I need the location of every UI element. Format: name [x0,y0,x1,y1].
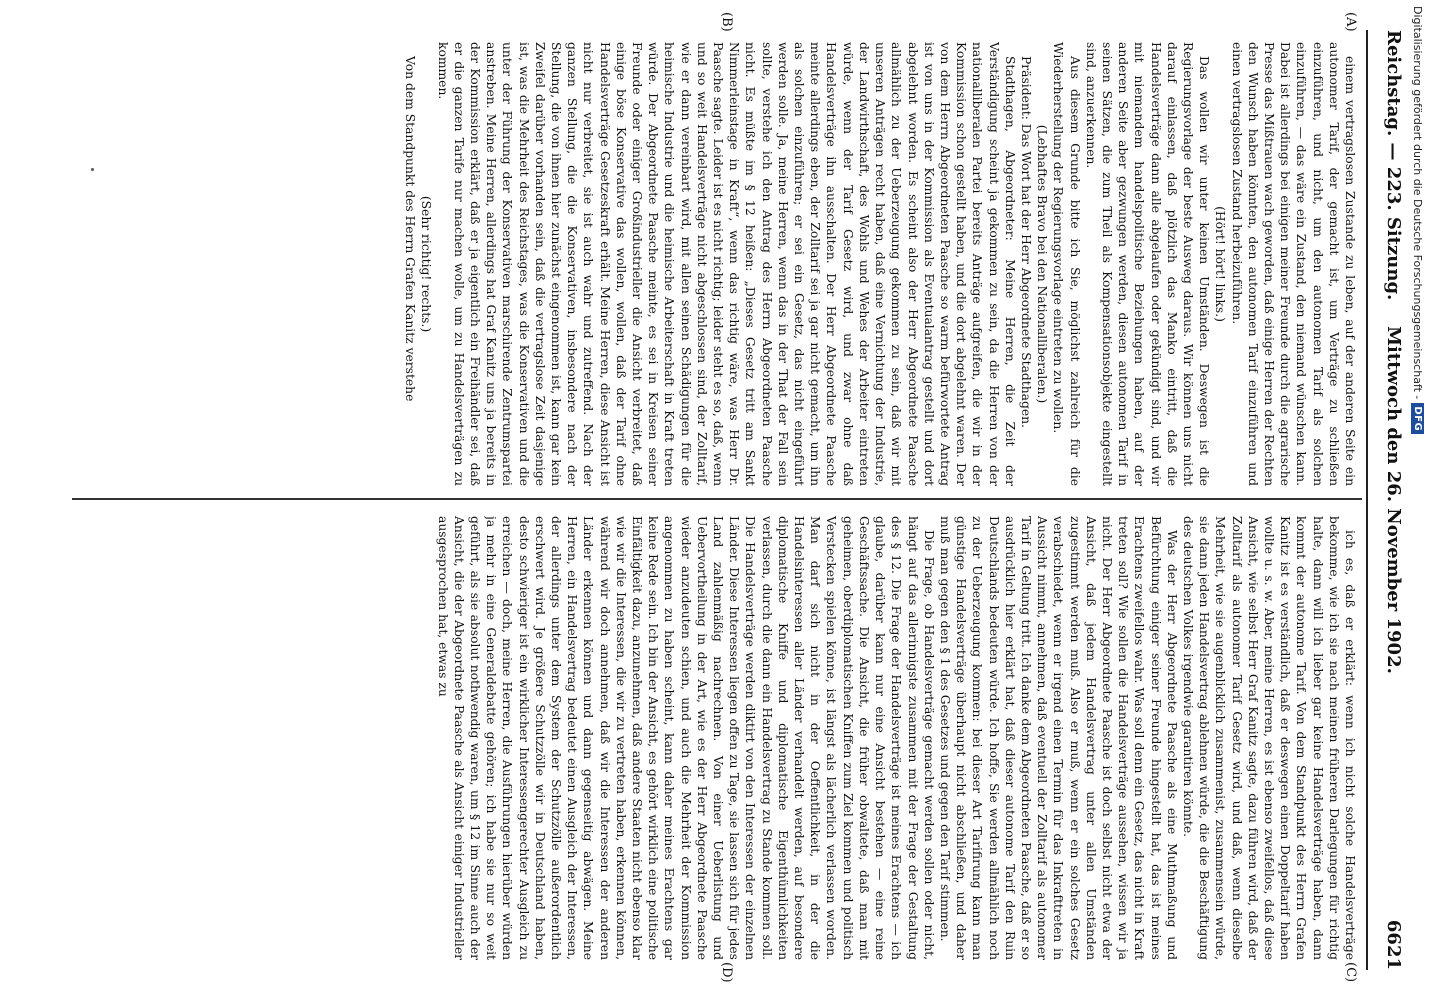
paragraph: ich es, daß er erklärt: wenn ich nicht solche Handelsverträge bekomme, wie ich sie nach meinen früheren Darlegungen für richtig halte, dann will ich lieber gar keine Handelsverträge haben, dann kommt der autonome Tarif. Von dem Standpunkt des Herrn Grafen Kanitz ist es verständlich, daß er deswegen einen Doppeltarif haben wollte u. s. w. Aber, meine Herren, es ist ebenso zweifellos, daß diese Ansicht, wie selbst Herr Graf Kanitz sagte, dazu führen wird, daß der Zolltarif als autonomer Tarif Gesetz wird, und daß, wenn dieselbe Mehrheit, wie sie augenblicklich zusammenist, zusammensein würde, sie dann jeden Handelsvertrag ablehnen würde, die die Beschäftigung des deutschen Volkes irgendwie garantiren könnte. [1180,516,1357,960]
marker-d: (D) [719,962,734,983]
page-header [1370,30,1410,970]
interjection: (Sehr richtig! rechts.) [419,195,434,333]
newspaper-page [54,0,1434,1000]
marker-c: (C) [1343,962,1358,983]
credit-text: Digitalisierung gefördert durch die Deutsche Forschungsgemeinschaft - [1411,6,1424,400]
paragraph: Das wollen wir unter keinen Umständen. Deswegen ist die Regierungsvorlage der beste Ausweg daraus. Wir können uns nicht darauf einlassen, daß plötzlich das Manko eintritt, daß die Handelsverträge dann alle abgelaufen oder gekündigt sind, und wir mit niemandem handelspolitische Beziehungen haben, auf der anderen Seite aber gezwungen werden, diesen autonomen Tarif in seinen Sätzen, die zum Theil als Kompensationsobjekte eingestellt sind, anzuerkennen. [1083,42,1212,486]
paragraph: Was der Herr Abgeordnete Paasche als eine Muthmaßung und Befürchtung einiger seiner Freunde hingestellt hat, das ist meines Erachtens zweifellos wahr. Was soll denn ein Gesetz, das nicht in Kraft treten soll? Wie sollen die Handelsverträge aussehen, wissen wir ja nicht. Der Herr Abgeordnete Paasche ist doch selbst nicht etwa der Ansicht, daß jedem Handelsvertrag unter allen Umständen zugestimmt werden muß. Also er muß, wenn er ein solches Gesetz verabschiedet, wenn er irgend einen Termin für das Inkrafttreten in Aussicht nimmt, annehmen, daß eventuell der Zolltarif als autonomer Tarif in Geltung tritt. Ich danke dem Abgeordneten Paasche, daß er so ausdrücklich hier erklärt hat, daß dieser autonome Tarif den Ruin Deutschlands bedeuten würde. Ich hoffe, Sie werden allmählich noch zu der Ueberzeugung kommen: bei dieser Art Tarifirung kann man günstige Handelsverträge überhaupt nicht abschließen, und daher muß man gegen den § 1 des Gesetzes und gegen den Tarif stimmen. [937,516,1179,960]
marker-b: (B) [719,12,734,32]
column-divider [72,498,1362,500]
left-column [68,42,1358,486]
header-rule [1366,30,1368,970]
paragraph: Von dem Standpunkt des Herrn Grafen Kanitz verstehe [403,56,418,402]
page-number: 6621 [1383,919,1404,970]
scan-speck [91,168,94,171]
interjection: (Lebhaftes Bravo bei den Nationalliberalen.) [1035,124,1050,404]
digitization-credit [1411,6,1424,434]
paragraph: einem vertragslosen Zustande zu leben, auf der anderen Seite ein autonomer Tarif, der gemacht ist, um Verträge zu schließen einzuführen, und nicht, um den autonomen Tarif als solchen einzuführen, — das wäre ein Zustand, den niemand wünschen kann. Dabei ist allerdings bei einigen meiner Freunde durch die agrarische Presse das Mißtrauen wach geworden, daß einige Herren der Rechten den Wunsch haben könnten, den autonomen Tarif einzuführen und einen vertragslosen Zustand herbeizuführen. [1229,42,1357,486]
speech-paragraph: Stadthagen, Abgeordneter: Meine Herren, die Zeit der Verständigung scheint ja gekommen zu sein, da die Herren von der nationalliberalen Partei bereits Anträge aufgreifen, die wir in der Kommission schon gestellt haben, und die dort abgelehnt waren. Der von dem Herrn Abgeordneten Paasche so warm befürwortete Antrag ist von uns in der Kommission als Eventualantrag gestellt und dort abgelehnt worden. Es scheint also der Herr Abgeordnete Paasche allmählich zu der Ueberzeugung gekommen zu sein, daß wir mit unseren Anträgen recht haben, daß eine Vernichtung der Industrie, der Landwirthschaft, des Wohls und Wehes der Arbeiter eintreten würde, wenn der Tarif Gesetz wird, und zwar ohne daß Handelsverträge ihn ausschalten. Der Herr Abgeordnete Paasche meinte allerdings eben, der Zolltarif sei ja gar nicht gemacht, um ihn als solchen einzuführen; er sei ein Gesetz, das nicht eingeführt werden solle. Ja, meine Herren, wenn das in der That der Fall sein sollte, verstehe ich den Antrag des Herrn Abgeordneten Paasche nicht. Es müßte im § 12 heißen: „Dieses Gesetz tritt am Sankt Nimmerleinstage in Kraft“, wenn das richtig wäre, was Herr Dr. Paasche sagte. Leider ist es nicht richtig; leider steht es so, daß, wenn und so weit Handelsverträge nicht abgeschlossen sind, der Zolltarif, wie er dann vereinbart wird, mit allen seinen Schädigungen für die heimische Industrie und die heimische Arbeiterschaft in Kraft treten würde. Der Abgeordnete Paasche meinte, es sei in Kreisen seiner Freunde oder einiger Großindustrieller die Ansicht verbreitet, daß einige böse Konservative das wollen, wollen, daß der Tarif ohne Handelsverträge Gesetzeskraft erhält. Meine Herren, diese Ansicht ist nicht nur verbreitet, sie ist auch wahr und zutreffend. Nach der ganzen Stellung, die die Konservativen, insbesondere nach der Stellung, die von ihnen hier zunächst eingenommen ist, kann gar kein Zweifel darüber vorhanden sein, daß die vertragslose Zeit dasjenige ist, was die Mehrheit des Reichstages, was die Konservativen und die unter der Führung der Konservativen marschirende Zentrumspartei anstreben. Meine Herren, allerdings hat Graf Kanitz uns ja bereits in der Kommission erklärt, daß er ja eigentlich ein Freihändler sei, daß er die ganzen Tarife nur machen wolle, um zu Handelsverträgen zu kommen. [435,42,1017,486]
speaker-paragraph: Präsident: Das Wort hat der Herr Abgeordnete Stadthagen. [1018,56,1033,428]
marker-a: (A) [1343,12,1358,32]
page-date: Mittwoch den 26. November 1902. [1383,326,1404,674]
dfg-logo: DFG [1411,403,1424,434]
interjection: (Hört! hört! links.) [1213,206,1228,322]
right-column [68,516,1358,960]
session-title: Reichstag. — 223. Sitzung. [1383,30,1404,301]
paragraph: Aus diesem Grunde bitte ich Sie, möglichst zahlreich für die Wiederherstellung der Regierungsvorlage eintreten zu wollen. [1051,42,1082,486]
paragraph: Die Frage, ob Handelsverträge gemacht werden sollen oder nicht, hängt auf das allerinnigste zusammen mit der Frage der Gestaltung des § 12. Die Frage der Handelsverträge ist meines Erachtens — ich glaube, darüber kann nur eine Ansicht bestehen — eine reine Geschäftssache. Die Ansicht, die früher obwaltete, daß man mit geheimen, oberdiplomatischen Kniffen zum Ziel kommen und politisch Verstecken spielen könne, ist längst als lächerlich verlassen worden. Man darf sich nicht in der Oeffentlichkeit, in der die Handelsinteressen aller Länder verhandelt werden, auf besondere diplomatische Kniffe und diplomatische Eigenthümlichkeiten verlassen, durch die dann ein Handelsvertrag zu Stande kommen soll. Die Handelsverträge werden diktirt von den Interessen der einzelnen Länder. Diese Interessen liegen offen zu Tage, sie lassen sich für jedes Land zahlenmäßig nachrechnen. Von einer Ueberlistung und Uebervortheilung in der Art, wie es der Herr Abgeordnete Paasche wieder anzudeuten schien, und auch die Mehrheit der Kommission angenommen zu haben scheint, kann daher meines Erachtens gar keine Rede sein. Ich bin der Ansicht, es gehört wirklich eine politische Einfältigkeit dazu, anzunehmen, daß andere Staaten nicht ebenso klar wie wir die Interessen, die wir zu vertreten haben, erkennen können, während wir doch annehmen, daß wir die Interessen der anderen Länder erkennen können und dann gegenseitig abwägen. Meine Herren, ein Handelsvertrag bedeutet einen Ausgleich der Interessen, der allerdings unter dem System der Schutzzölle außerordentlich erschwert wird. Je größere Schutzzölle wir in Deutschland haben, desto schwieriger ist ein wirklicher Interessengerechter Ausgleich zu erreichen — doch, meine Herren, die Ausführungen hierüber würden ja mehr in eine Generaldebatte gehören; ich habe sie nur so weit geführt, als sie absolut nothwendig waren, um § 12 im Sinne auch der Ansicht, die der Abgeordnete Paasche als Ansicht einiger Industrieller ausgesprochen hat, etwas zu [435,516,936,960]
